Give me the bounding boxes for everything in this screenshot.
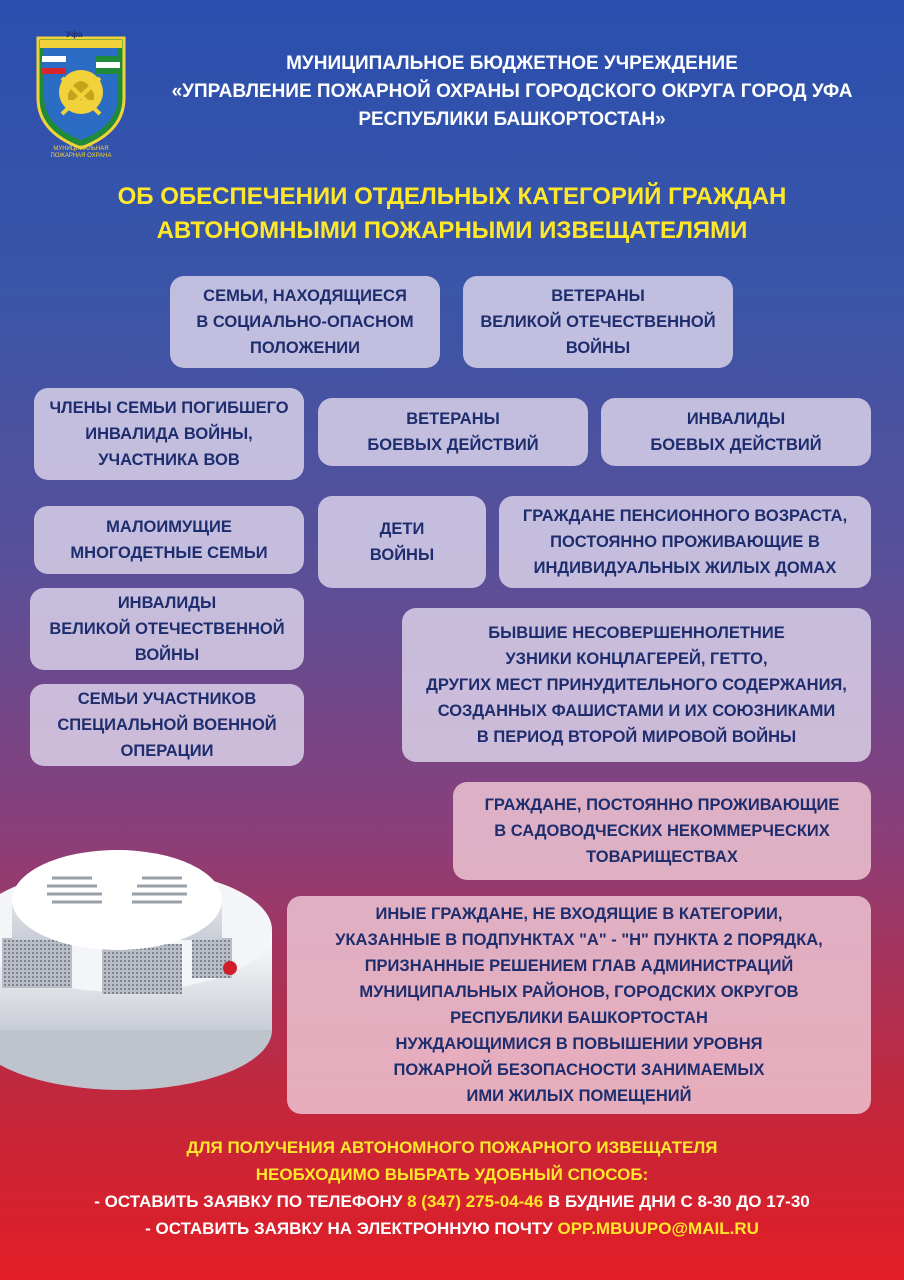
organization-header [140, 50, 884, 134]
footer-email-prefix: - ОСТАВИТЬ ЗАЯВКУ НА ЭЛЕКТРОННУЮ ПОЧТУ [145, 1219, 558, 1238]
category-box-combat-veterans: ВЕТЕРАНЫ БОЕВЫХ ДЕЙСТВИЙ [318, 398, 588, 466]
smoke-detector-icon [0, 800, 292, 1100]
footer-phone-suffix: В БУДНИЕ ДНИ С 8-30 ДО 17-30 [543, 1192, 810, 1211]
category-box-pensioners-private-houses: ГРАЖДАНЕ ПЕНСИОННОГО ВОЗРАСТА, ПОСТОЯННО ПРОЖИВАЮЩИЕ В ИНДИВИДУАЛЬНЫХ ЖИЛЫХ ДОМАХ [499, 496, 871, 588]
page-title [20, 180, 884, 248]
emblem-text-top: Уфа [66, 30, 83, 39]
category-box-socially-dangerous-families: СЕМЬИ, НАХОДЯЩИЕСЯ В СОЦИАЛЬНО-ОПАСНОМ ПОЛОЖЕНИИ [170, 276, 440, 368]
org-line-2: «УПРАВЛЕНИЕ ПОЖАРНОЙ ОХРАНЫ ГОРОДСКОГО ОКРУГА ГОРОД УФА [171, 81, 853, 102]
footer-email-link[interactable]: OPP.MBUUPO@MAIL.RU [557, 1219, 759, 1238]
footer-email-line [0, 1215, 904, 1242]
org-line-1: МУНИЦИПАЛЬНОЕ БЮДЖЕТНОЕ УЧРЕЖДЕНИЕ [286, 53, 738, 74]
category-box-other-citizens: ИНЫЕ ГРАЖДАНЕ, НЕ ВХОДЯЩИЕ В КАТЕГОРИИ, УКАЗАННЫЕ В ПОДПУНКТАХ "А" - "Н" ПУНКТА 2 ПОРЯДКА, ПРИЗНАННЫЕ РЕШЕНИЕМ ГЛАВ АДМИНИСТРАЦИЙ МУНИЦИПАЛЬНЫХ РАЙОНОВ, ГОРОДСКИХ ОКРУГОВ РЕСПУБЛИКИ БАШКОРТОСТАН НУЖДАЮЩИМИСЯ В ПОВЫШЕНИИ УРОВНЯ ПОЖАРНОЙ БЕЗОПАСНОСТИ ЗАНИМАЕМЫХ ИМИ ЖИЛЫХ ПОМЕЩЕНИЙ [287, 896, 871, 1114]
title-line-2: АВТОНОМНЫМИ ПОЖАРНЫМИ ИЗВЕЩАТЕЛЯМИ [156, 217, 748, 244]
category-box-svo-families: СЕМЬИ УЧАСТНИКОВ СПЕЦИАЛЬНОЙ ВОЕННОЙ ОПЕРАЦИИ [30, 684, 304, 766]
footer-phone-number[interactable]: 8 (347) 275-04-46 [407, 1192, 544, 1211]
category-box-combat-invalids: ИНВАЛИДЫ БОЕВЫХ ДЕЙСТВИЙ [601, 398, 871, 466]
category-box-low-income-large-families: МАЛОИМУЩИЕ МНОГОДЕТНЫЕ СЕМЬИ [34, 506, 304, 574]
category-box-fallen-invalid-family: ЧЛЕНЫ СЕМЬИ ПОГИБШЕГО ИНВАЛИДА ВОЙНЫ, УЧАСТНИКА ВОВ [34, 388, 304, 480]
footer-phone-line [0, 1188, 904, 1215]
fire-service-emblem-icon [30, 28, 132, 152]
footer-line-2: НЕОБХОДИМО ВЫБРАТЬ УДОБНЫЙ СПОСОБ: [255, 1165, 649, 1184]
category-box-former-prisoners: БЫВШИЕ НЕСОВЕРШЕННОЛЕТНИЕ УЗНИКИ КОНЦЛАГЕРЕЙ, ГЕТТО, ДРУГИХ МЕСТ ПРИНУДИТЕЛЬНОГО СОДЕРЖАНИЯ, СОЗДАННЫХ ФАШИСТАМИ И ИХ СОЮЗНИКАМИ В ПЕРИОД ВТОРОЙ МИРОВОЙ ВОЙНЫ [402, 608, 871, 762]
emblem-text-ring: МУНИЦИПАЛЬНАЯ ПОЖАРНАЯ ОХРАНА [50, 146, 112, 159]
category-box-wwii-veterans: ВЕТЕРАНЫ ВЕЛИКОЙ ОТЕЧЕСТВЕННОЙ ВОЙНЫ [463, 276, 733, 368]
category-box-garden-partnerships: ГРАЖДАНЕ, ПОСТОЯННО ПРОЖИВАЮЩИЕ В САДОВОДЧЕСКИХ НЕКОММЕРЧЕСКИХ ТОВАРИЩЕСТВАХ [453, 782, 871, 880]
footer-instructions [0, 1134, 904, 1242]
title-line-1: ОБ ОБЕСПЕЧЕНИИ ОТДЕЛЬНЫХ КАТЕГОРИЙ ГРАЖДАН [117, 183, 787, 210]
footer-phone-prefix: - ОСТАВИТЬ ЗАЯВКУ ПО ТЕЛЕФОНУ [94, 1192, 408, 1211]
category-box-war-children: ДЕТИ ВОЙНЫ [318, 496, 486, 588]
category-box-wwii-invalids: ИНВАЛИДЫ ВЕЛИКОЙ ОТЕЧЕСТВЕННОЙ ВОЙНЫ [30, 588, 304, 670]
footer-line-1: ДЛЯ ПОЛУЧЕНИЯ АВТОНОМНОГО ПОЖАРНОГО ИЗВЕЩАТЕЛЯ [186, 1138, 718, 1157]
org-line-3: РЕСПУБЛИКИ БАШКОРТОСТАН» [358, 109, 666, 130]
